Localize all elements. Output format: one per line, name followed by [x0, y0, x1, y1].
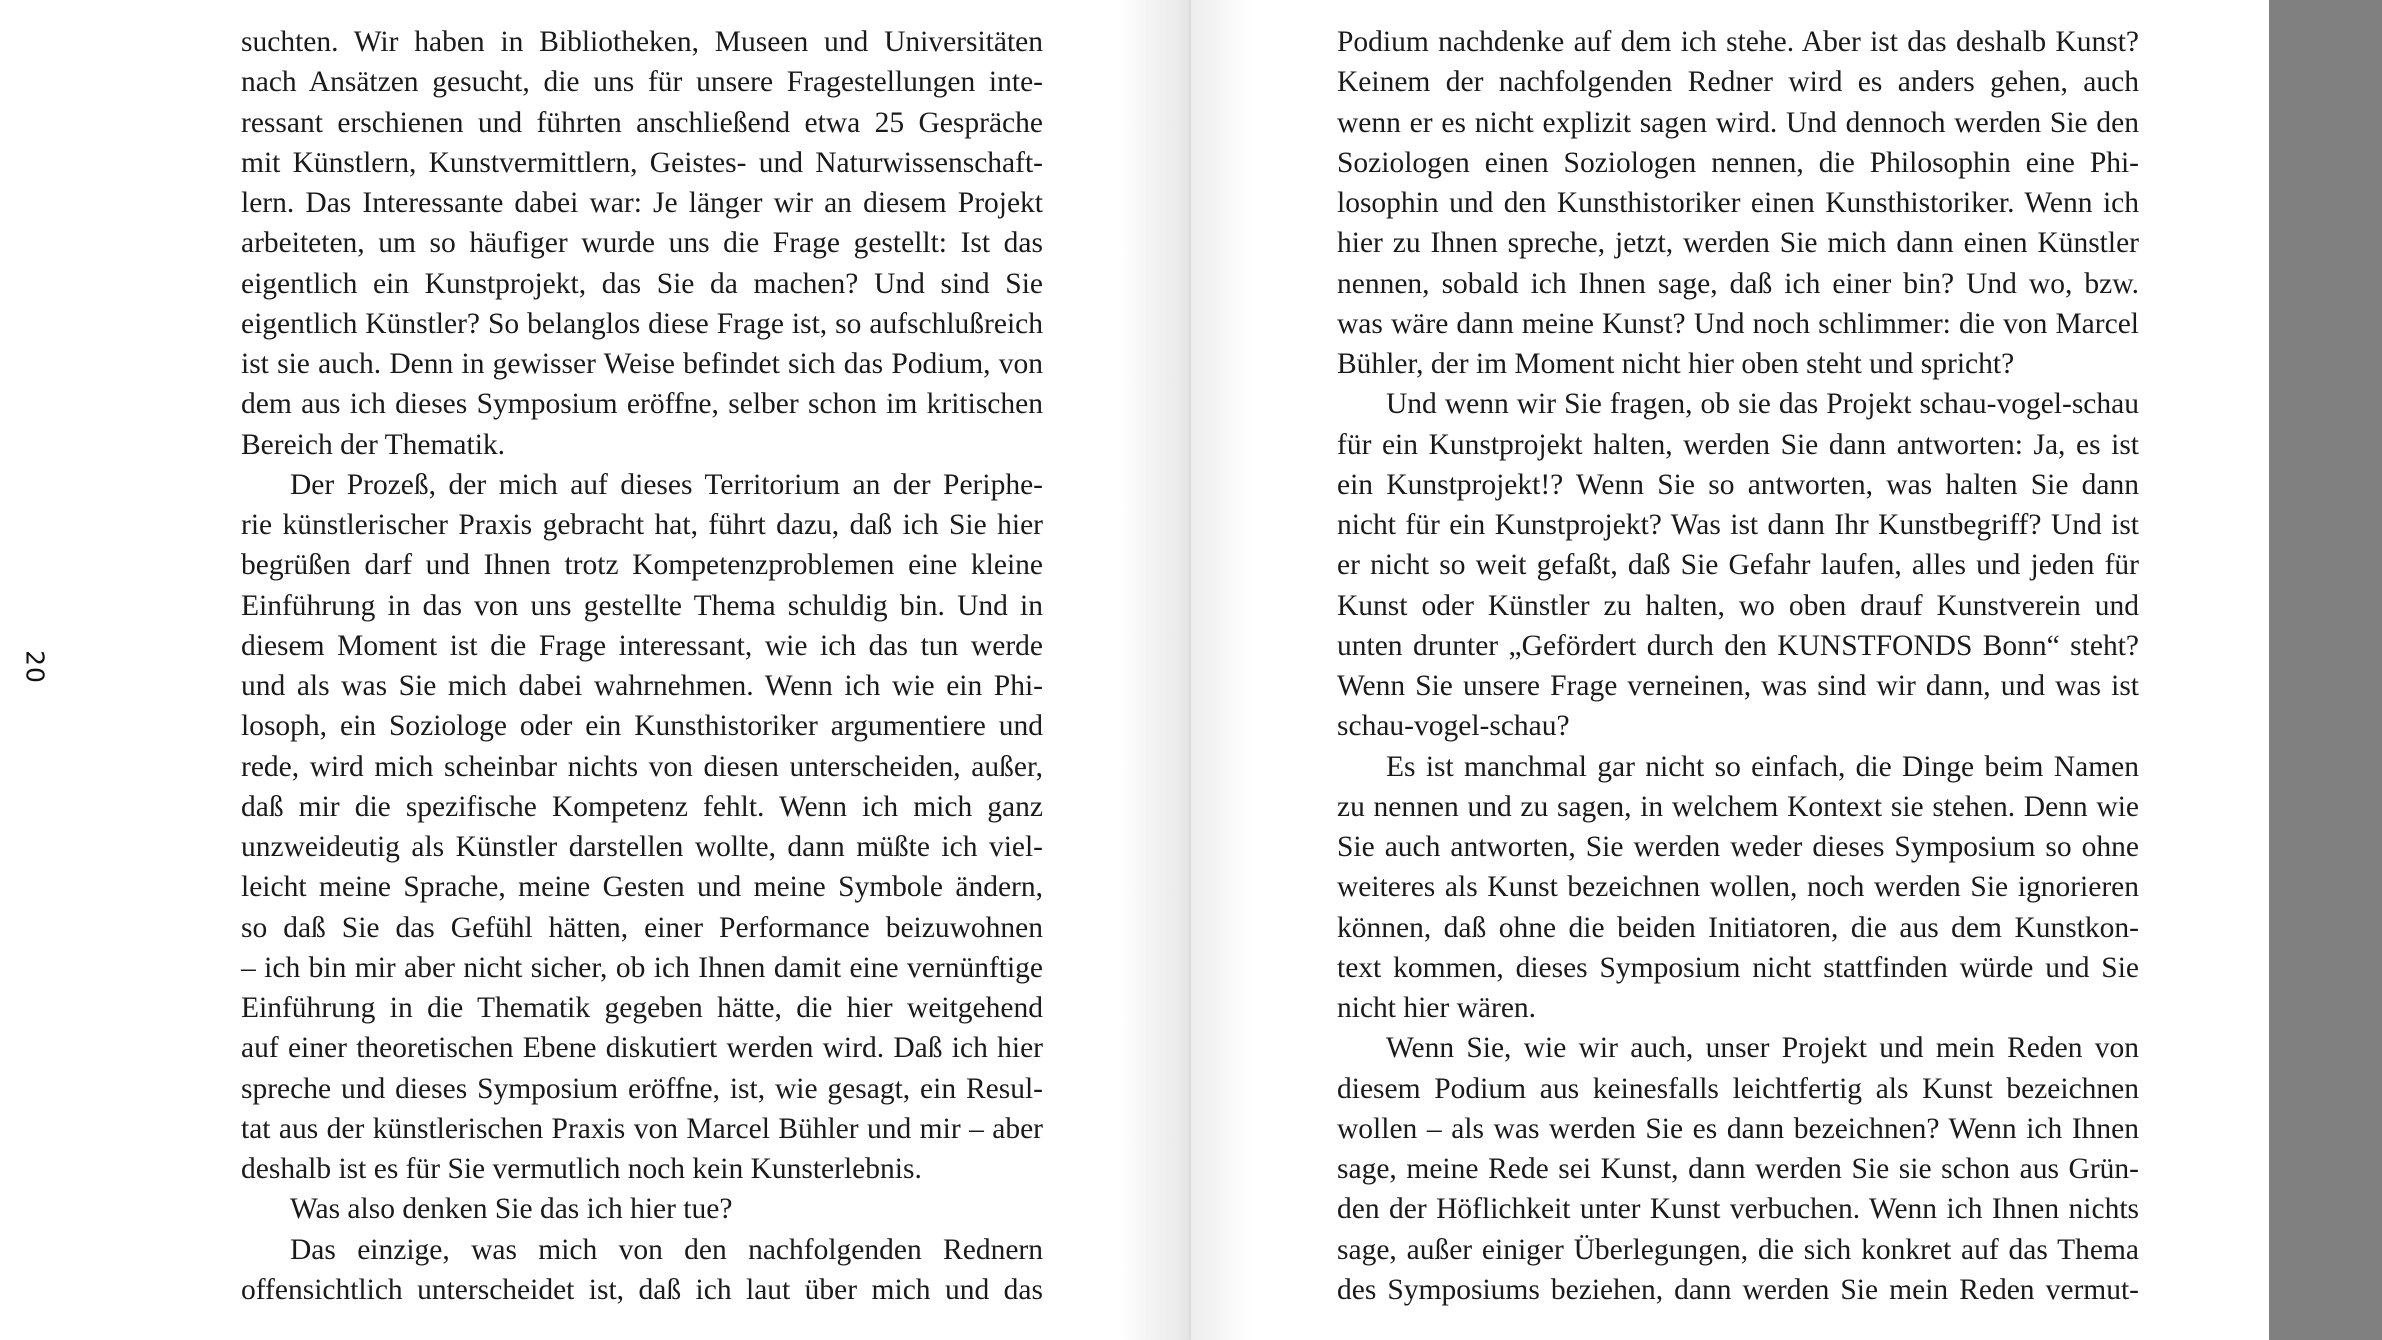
- text-line: Einführung in das von uns gestellte Thema schuldig bin. Und in: [241, 589, 1043, 622]
- text-line: Soziologen einen Soziologen nennen, die Philosophin eine Phi-: [1337, 146, 2139, 179]
- text-line: für ein Kunstprojekt halten, werden Sie dann antworten: Ja, es ist: [1337, 428, 2139, 461]
- text-line: begrüßen darf und Ihnen trotz Kompetenzproblemen eine kleine: [241, 549, 1043, 582]
- text-line: was wäre dann meine Kunst? Und noch schlimmer: die von Marcel: [1337, 307, 2139, 340]
- text-line: sage, außer einiger Überlegungen, die sich konkret auf das Thema: [1337, 1233, 2139, 1266]
- text-line: losoph, ein Soziologe oder ein Kunsthistoriker argumentiere und: [241, 710, 1043, 743]
- right-page-text: [1337, 22, 2139, 1310]
- text-line: dem aus ich dieses Symposium eröffne, selber schon im kritischen: [241, 388, 1043, 421]
- text-line: ein Kunstprojekt!? Wenn Sie so antworten, was halten Sie dann: [1337, 468, 2139, 501]
- gutter-shadow-left: [1120, 0, 1190, 1340]
- text-line: schau-vogel-schau?: [1337, 710, 1570, 743]
- text-line: Einführung in die Thematik gegeben hätte, die hier weitgehend: [241, 992, 1043, 1024]
- text-line: diesem Moment ist die Frage interessant, wie ich das tun werde: [241, 629, 1043, 662]
- text-line: so daß Sie das Gefühl hätten, einer Performance beizuwohnen: [241, 911, 1043, 944]
- text-line: unten drunter „Gefördert durch den KUNSTFONDS Bonn“ steht?: [1337, 629, 2139, 662]
- text-line: Was also denken Sie das ich hier tue?: [290, 1193, 733, 1226]
- text-line: losophin und den Kunsthistoriker einen Kunsthistoriker. Wenn ich: [1337, 187, 2139, 219]
- text-line: suchten. Wir haben in Bibliotheken, Museen und Universitäten: [241, 26, 1043, 58]
- text-line: ressant erschienen und führten anschließend etwa 25 Gespräche: [241, 106, 1043, 139]
- text-line: Bereich der Thematik.: [241, 428, 506, 461]
- text-line: nicht für ein Kunstprojekt? Was ist dann Ihr Kunstbegriff? Und ist: [1337, 509, 2139, 541]
- text-line: auf einer theoretischen Ebene diskutiert werden wird. Daß ich hier: [241, 1032, 1043, 1065]
- text-line: offensichtlich unterscheidet ist, daß ich laut über mich und das: [241, 1273, 1043, 1306]
- text-line: spreche und dieses Symposium eröffne, ist, wie gesagt, ein Resul-: [241, 1072, 1043, 1105]
- text-line: arbeiteten, um so häufiger wurde uns die Frage gestellt: Ist das: [241, 227, 1043, 260]
- text-line: rede, wird mich scheinbar nichts von diesen unterscheiden, außer,: [241, 750, 1043, 783]
- text-line: ist sie auch. Denn in gewisser Weise befindet sich das Podium, von: [241, 348, 1043, 380]
- text-line: den der Höflichkeit unter Kunst verbuchen. Wenn ich Ihnen nichts: [1337, 1193, 2139, 1226]
- text-line: und als was Sie mich dabei wahrnehmen. Wenn ich wie ein Phi-: [241, 670, 1043, 702]
- text-line: lern. Das Interessante dabei war: Je länger wir an diesem Projekt: [241, 187, 1043, 219]
- text-line: Das einzige, was mich von den nachfolgenden Rednern: [290, 1233, 1043, 1266]
- text-line: Keinem der nachfolgenden Redner wird es anders gehen, auch: [1337, 66, 2139, 99]
- text-line: eigentlich ein Kunstprojekt, das Sie da machen? Und sind Sie: [241, 267, 1043, 300]
- text-line: sage, meine Rede sei Kunst, dann werden Sie sie schon aus Grün-: [1337, 1153, 2139, 1185]
- text-line: – ich bin mir aber nicht sicher, ob ich Ihnen damit eine vernünftige: [241, 951, 1043, 984]
- gutter-shadow-right: [1191, 0, 1251, 1340]
- text-line: hier zu Ihnen spreche, jetzt, werden Sie mich dann einen Künstler: [1337, 227, 2139, 260]
- text-line: wollen – als was werden Sie es dann bezeichnen? Wenn ich Ihnen: [1337, 1112, 2139, 1145]
- text-line: können, daß ohne die beiden Initiatoren, die aus dem Kunstkon-: [1337, 911, 2139, 944]
- text-line: Und wenn wir Sie fragen, ob sie das Projekt schau-vogel-schau: [1386, 388, 2139, 421]
- text-line: Bühler, der im Moment nicht hier oben steht und spricht?: [1337, 348, 2015, 380]
- text-line: tat aus der künstlerischen Praxis von Marcel Bühler und mir – aber: [241, 1112, 1043, 1145]
- text-line: Wenn Sie unsere Frage verneinen, was sind wir dann, und was ist: [1337, 670, 2139, 702]
- text-line: Podium nachdenke auf dem ich stehe. Aber ist das deshalb Kunst?: [1337, 26, 2139, 58]
- text-line: leicht meine Sprache, meine Gesten und meine Symbole ändern,: [241, 871, 1043, 904]
- text-line: zu nennen und zu sagen, in welchem Kontext sie stehen. Denn wie: [1337, 790, 2139, 823]
- viewer-side-panel: [2269, 0, 2382, 1340]
- text-line: des Symposiums beziehen, dann werden Sie mein Reden vermut-: [1337, 1273, 2139, 1306]
- text-line: nicht hier wären.: [1337, 992, 1537, 1024]
- text-line: er nicht so weit gefaßt, daß Sie Gefahr laufen, alles und jeden für: [1337, 549, 2139, 582]
- text-line: Sie auch antworten, Sie werden weder dieses Symposium so ohne: [1337, 831, 2139, 863]
- text-line: unzweideutig als Künstler darstellen wollte, dann müßte ich viel-: [241, 831, 1043, 863]
- text-line: deshalb ist es für Sie vermutlich noch kein Kunsterlebnis.: [241, 1153, 922, 1185]
- text-line: diesem Podium aus keinesfalls leichtfertig als Kunst bezeichnen: [1337, 1072, 2139, 1105]
- text-line: nach Ansätzen gesucht, die uns für unsere Fragestellungen inte-: [241, 66, 1043, 99]
- text-line: rie künstlerischer Praxis gebracht hat, führt dazu, daß ich Sie hier: [241, 509, 1043, 541]
- text-line: Der Prozeß, der mich auf dieses Territorium an der Periphe-: [290, 468, 1043, 501]
- left-page-text: [241, 22, 1043, 1310]
- text-line: weiteres als Kunst bezeichnen wollen, noch werden Sie ignorieren: [1337, 871, 2139, 904]
- text-line: Es ist manchmal gar nicht so einfach, die Dinge beim Namen: [1386, 750, 2139, 783]
- text-line: daß mir die spezifische Kompetenz fehlt. Wenn ich mich ganz: [241, 790, 1043, 823]
- text-line: Wenn Sie, wie wir auch, unser Projekt und mein Reden von: [1386, 1032, 2139, 1065]
- text-line: mit Künstlern, Kunstvermittlern, Geistes- und Naturwissenschaft-: [241, 146, 1043, 179]
- page-number: 20: [20, 650, 50, 684]
- text-line: wenn er es nicht explizit sagen wird. Und dennoch werden Sie den: [1337, 106, 2139, 139]
- text-line: eigentlich Künstler? So belanglos diese Frage ist, so aufschlußreich: [241, 307, 1043, 340]
- text-line: Kunst oder Künstler zu halten, wo oben drauf Kunstverein und: [1337, 589, 2139, 622]
- text-line: nennen, sobald ich Ihnen sage, daß ich einer bin? Und wo, bzw.: [1337, 267, 2139, 300]
- text-line: text kommen, dieses Symposium nicht stattfinden würde und Sie: [1337, 951, 2139, 984]
